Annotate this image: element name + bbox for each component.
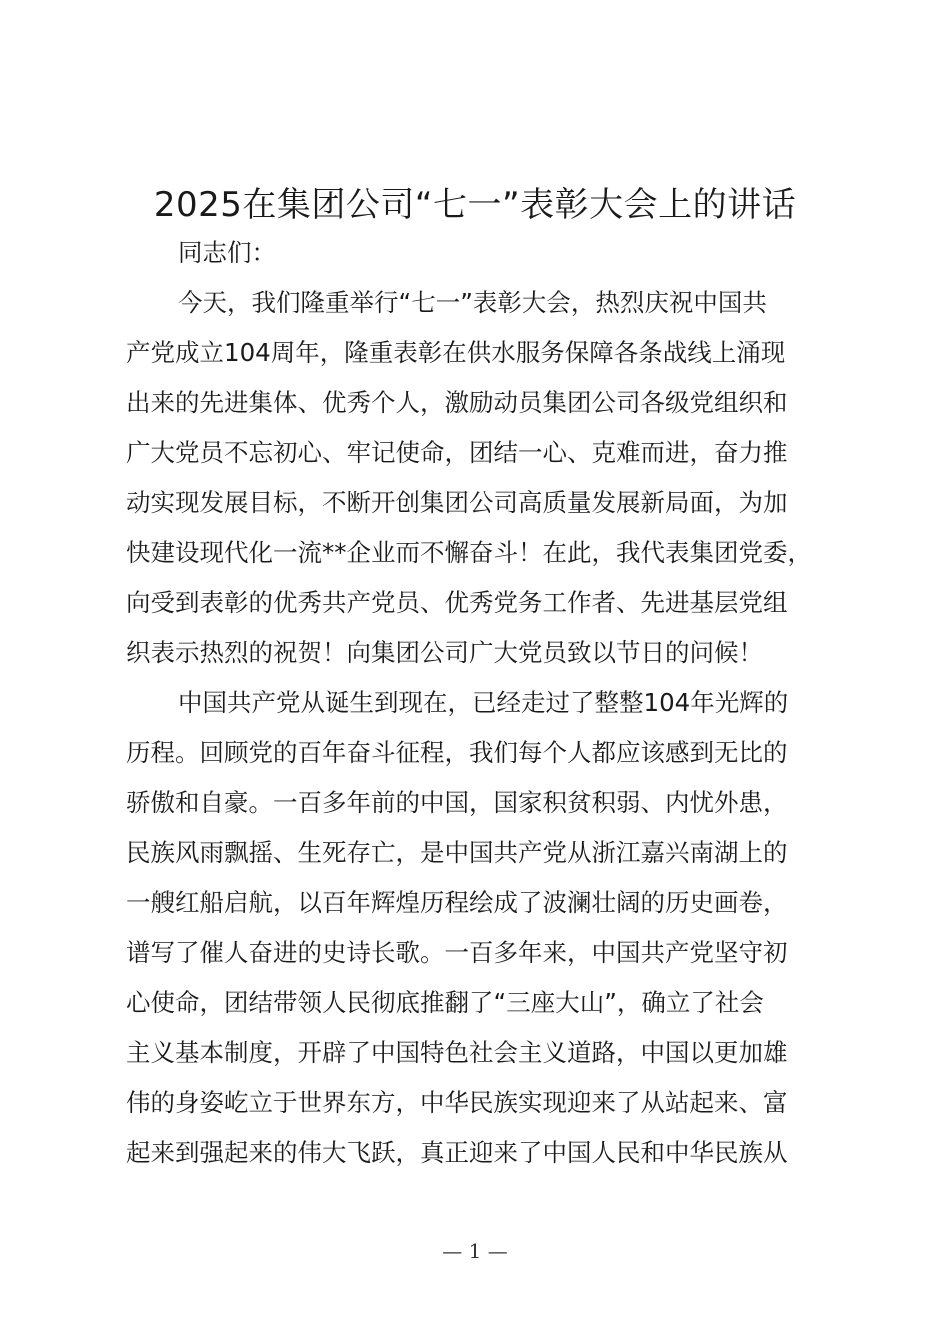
text-line: 产党成立104周年，隆重表彰在供水服务保障各条战线上涌现 [126, 338, 786, 367]
text-line: 起来到强起来的伟大飞跃，真正迎来了中国人民和中华民族从 [126, 1138, 788, 1167]
document-title: 2025在集团公司“七一”表彰大会上的讲话 [153, 185, 797, 225]
text-line: 主义基本制度，开辟了中国特色社会主义道路，中国以更加雄 [126, 1038, 788, 1067]
text-line: 出来的先进集体、优秀个人，激励动员集团公司各级党组织和 [126, 388, 788, 417]
text-line: 动实现发展目标，不断开创集团公司高质量发展新局面，为加 [126, 488, 788, 517]
text-line: 今天，我们隆重举行“七一”表彰大会，热烈庆祝中国共 [178, 288, 767, 317]
text-line: 快建设现代化一流**企业而不懈奋斗！在此，我代表集团党委， [126, 538, 812, 567]
document-body [126, 228, 836, 1178]
text-line: 骄傲和自豪。一百多年前的中国，国家积贫积弱、内忧外患， [126, 788, 788, 817]
text-line: 伟的身姿屹立于世界东方，中华民族实现迎来了从站起来、富 [126, 1088, 788, 1117]
text-line: 谱写了催人奋进的史诗长歌。一百多年来，中国共产党坚守初 [126, 938, 788, 967]
page-number: — 1 — [442, 1239, 508, 1263]
text-line: 历程。回顾党的百年奋斗征程，我们每个人都应该感到无比的 [126, 738, 788, 767]
text-line: 心使命，团结带领人民彻底推翻了“三座大山”，确立了社会 [126, 988, 764, 1017]
text-line: 民族风雨飘摇、生死存亡，是中国共产党从浙江嘉兴南湖上的 [126, 838, 788, 867]
text-line: 广大党员不忘初心、牢记使命，团结一心、克难而进，奋力推 [126, 438, 788, 467]
text-line: 一艘红船启航，以百年辉煌历程绘成了波澜壮阔的历史画卷， [126, 888, 788, 917]
salutation: 同志们： [178, 238, 276, 267]
body-lines [126, 278, 836, 1178]
text-line: 织表示热烈的祝贺！向集团公司广大党员致以节日的问候！ [126, 638, 763, 667]
text-line: 中国共产党从诞生到现在，已经走过了整整104年光辉的 [178, 688, 789, 717]
text-line: 向受到表彰的优秀共产党员、优秀党务工作者、先进基层党组 [126, 588, 788, 617]
